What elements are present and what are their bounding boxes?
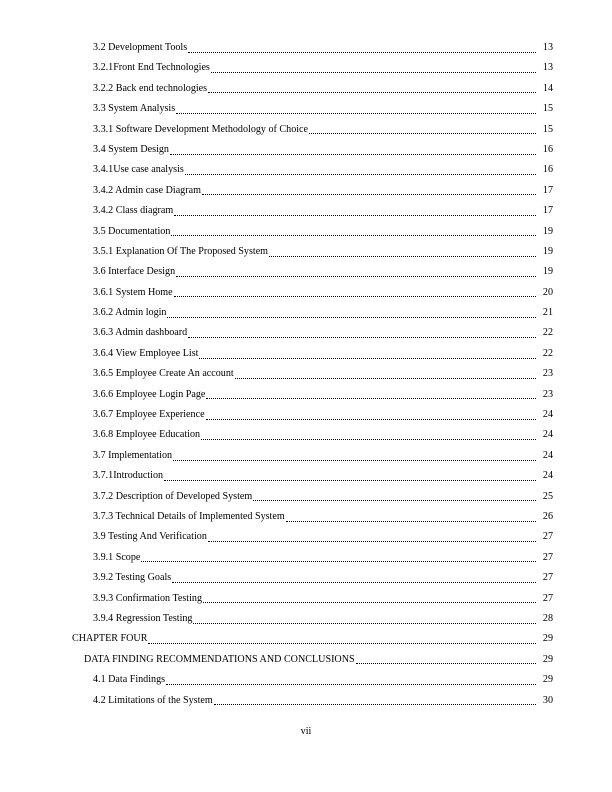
toc-entry-page-number: 23 xyxy=(542,368,553,380)
toc-entry-page-number: 20 xyxy=(542,286,553,298)
toc-entry-page-number: 29 xyxy=(542,674,553,686)
toc-entry[interactable] xyxy=(0,99,612,119)
toc-entry[interactable] xyxy=(0,140,612,160)
toc-entry[interactable] xyxy=(0,201,612,221)
toc-entry-page-number: 29 xyxy=(542,653,553,665)
toc-entry[interactable] xyxy=(0,181,612,201)
toc-entry-title: 3.9.4 Regression Testing xyxy=(93,612,193,624)
toc-entry-title: 3.7.1Introduction xyxy=(93,470,164,482)
toc-entry[interactable] xyxy=(0,38,612,58)
toc-entry-page-number: 27 xyxy=(542,592,553,604)
toc-entry-page-number: 24 xyxy=(542,470,553,482)
toc-entry-page-number: 23 xyxy=(542,388,553,400)
toc-entry-title: 4.2 Limitations of the System xyxy=(93,694,213,706)
dot-leader xyxy=(202,194,536,195)
dot-leader xyxy=(208,541,536,542)
toc-entry[interactable] xyxy=(0,405,612,425)
toc-entry[interactable] xyxy=(0,222,612,242)
toc-entry-title: 3.9.3 Confirmation Testing xyxy=(93,592,203,604)
toc-entry-title: 3.4.2 Class diagram xyxy=(93,205,174,217)
toc-entry[interactable] xyxy=(0,446,612,466)
dot-leader xyxy=(201,439,536,440)
toc-entry[interactable] xyxy=(0,487,612,507)
toc-entry-page-number: 22 xyxy=(542,347,553,359)
toc-entry-title: 3.6.6 Employee Login Page xyxy=(93,388,206,400)
toc-entry-title: 3.6.7 Employee Experience xyxy=(93,409,205,421)
dot-leader xyxy=(203,602,536,603)
dot-leader xyxy=(214,704,536,705)
toc-entry-title: 3.2 Development Tools xyxy=(93,42,188,53)
toc-entry-page-number: 26 xyxy=(542,510,553,522)
toc-entry-title: 3.7.2 Description of Developed System xyxy=(93,490,253,502)
toc-entry-page-number: 16 xyxy=(542,164,553,176)
toc-entry-title: 3.6.2 Admin login xyxy=(93,307,167,319)
dot-leader xyxy=(141,561,536,562)
dot-leader xyxy=(176,113,536,114)
dot-leader xyxy=(193,623,536,624)
toc-entry-page-number: 29 xyxy=(542,633,553,645)
toc-entry[interactable] xyxy=(0,568,612,588)
toc-entry-page-number: 19 xyxy=(542,245,553,257)
toc-entry[interactable] xyxy=(0,242,612,262)
toc-entry-title: DATA FINDING RECOMMENDATIONS AND CONCLUSIONS xyxy=(84,653,355,665)
toc-entry-title: 3.9 Testing And Verification xyxy=(93,531,207,543)
dot-leader xyxy=(286,521,536,522)
dot-leader xyxy=(173,460,536,461)
toc-entry-page-number: 24 xyxy=(542,429,553,441)
dot-leader xyxy=(199,358,536,359)
toc-entry-page-number: 27 xyxy=(542,572,553,584)
dot-leader xyxy=(188,52,536,53)
toc-entry[interactable] xyxy=(0,283,612,303)
dot-leader xyxy=(170,154,536,155)
toc-entry-title: 3.6 Interface Design xyxy=(93,266,176,278)
toc-entry-title: 3.9.1 Scope xyxy=(93,551,141,563)
toc-entry-title: 3.4 System Design xyxy=(93,143,169,155)
toc-entry-page-number: 30 xyxy=(542,694,553,706)
toc-entry-title: 3.4.2 Admin case Diagram xyxy=(93,184,201,196)
toc-entry[interactable] xyxy=(0,323,612,343)
toc-entry[interactable] xyxy=(0,303,612,323)
toc-entry[interactable] xyxy=(0,364,612,384)
toc-entry-title: 3.2.2 Back end technologies xyxy=(93,82,208,94)
toc-entry-page-number: 24 xyxy=(542,449,553,461)
toc-entry-title: 3.2.1Front End Technologies xyxy=(93,62,210,74)
toc-entry-page-number: 19 xyxy=(542,225,553,237)
dot-leader xyxy=(172,582,536,583)
dot-leader xyxy=(176,276,536,277)
toc-entry-page-number: 15 xyxy=(542,123,553,135)
toc-entry-page-number: 24 xyxy=(542,409,553,421)
toc-entry-title: 3.7.3 Technical Details of Implemented System xyxy=(93,510,285,522)
toc-entry-title: 3.6.5 Employee Create An account xyxy=(93,368,234,380)
toc-entry-page-number: 25 xyxy=(542,490,553,502)
toc-entry[interactable] xyxy=(0,650,612,670)
toc-entry-title: 3.3.1 Software Development Methodology of Choice xyxy=(93,123,309,135)
toc-entry-page-number: 16 xyxy=(542,143,553,155)
toc-entry-page-number: 22 xyxy=(542,327,553,339)
table-of-contents xyxy=(0,38,612,711)
toc-entry[interactable] xyxy=(0,507,612,527)
dot-leader xyxy=(206,398,536,399)
dot-leader xyxy=(206,419,536,420)
toc-entry-title: 3.6.3 Admin dashboard xyxy=(93,327,188,339)
toc-entry[interactable] xyxy=(0,548,612,568)
toc-entry-page-number: 28 xyxy=(542,612,553,624)
toc-entry-page-number: 19 xyxy=(542,266,553,278)
toc-entry[interactable] xyxy=(0,609,612,629)
dot-leader xyxy=(309,133,536,134)
toc-entry-page-number: 17 xyxy=(542,184,553,196)
toc-entry[interactable] xyxy=(0,385,612,405)
dot-leader xyxy=(148,643,536,644)
toc-entry[interactable] xyxy=(0,527,612,547)
page-number: vii xyxy=(300,726,312,737)
toc-entry-page-number: 15 xyxy=(542,103,553,115)
toc-entry-title: 3.6.4 View Employee List xyxy=(93,347,199,359)
toc-entry-title: 3.6.8 Employee Education xyxy=(93,429,201,441)
dot-leader xyxy=(185,174,536,175)
toc-entry-title: 3.9.2 Testing Goals xyxy=(93,572,172,584)
dot-leader xyxy=(356,663,536,664)
toc-entry[interactable] xyxy=(0,160,612,180)
dot-leader xyxy=(211,72,536,73)
dot-leader xyxy=(174,215,536,216)
toc-entry-title: 3.5 Documentation xyxy=(93,225,171,237)
dot-leader xyxy=(208,92,536,93)
toc-entry[interactable] xyxy=(0,79,612,99)
dot-leader xyxy=(171,235,536,236)
toc-entry-title: 3.7 Implementation xyxy=(93,449,173,461)
toc-entry-title: 3.5.1 Explanation Of The Proposed System xyxy=(93,245,269,257)
toc-entry-title: 4.1 Data Findings xyxy=(93,674,166,686)
toc-entry[interactable] xyxy=(0,629,612,649)
toc-entry-title: 3.3 System Analysis xyxy=(93,103,176,115)
toc-entry[interactable] xyxy=(0,670,612,690)
toc-entry-title: 3.6.1 System Home xyxy=(93,286,173,298)
dot-leader xyxy=(164,480,536,481)
toc-entry-page-number: 27 xyxy=(542,551,553,563)
dot-leader xyxy=(174,296,536,297)
dot-leader xyxy=(235,378,536,379)
toc-entry[interactable] xyxy=(0,466,612,486)
toc-entry-page-number: 17 xyxy=(542,205,553,217)
toc-entry-page-number: 13 xyxy=(542,42,553,53)
toc-entry[interactable] xyxy=(0,262,612,282)
toc-entry[interactable] xyxy=(0,344,612,364)
toc-entry-title: 3.4.1Use case analysis xyxy=(93,164,184,176)
dot-leader xyxy=(167,317,536,318)
toc-entry[interactable] xyxy=(0,691,612,711)
dot-leader xyxy=(166,684,536,685)
toc-entry-title: CHAPTER FOUR xyxy=(72,633,148,645)
toc-entry-page-number: 14 xyxy=(542,82,553,94)
dot-leader xyxy=(253,500,536,501)
toc-entry-page-number: 13 xyxy=(542,62,553,74)
toc-entry[interactable] xyxy=(0,589,612,609)
toc-entry-page-number: 21 xyxy=(542,307,553,319)
toc-entry-page-number: 27 xyxy=(542,531,553,543)
toc-entry[interactable] xyxy=(0,58,612,78)
toc-entry[interactable] xyxy=(0,120,612,140)
dot-leader xyxy=(188,337,536,338)
dot-leader xyxy=(269,256,536,257)
toc-entry[interactable] xyxy=(0,425,612,445)
